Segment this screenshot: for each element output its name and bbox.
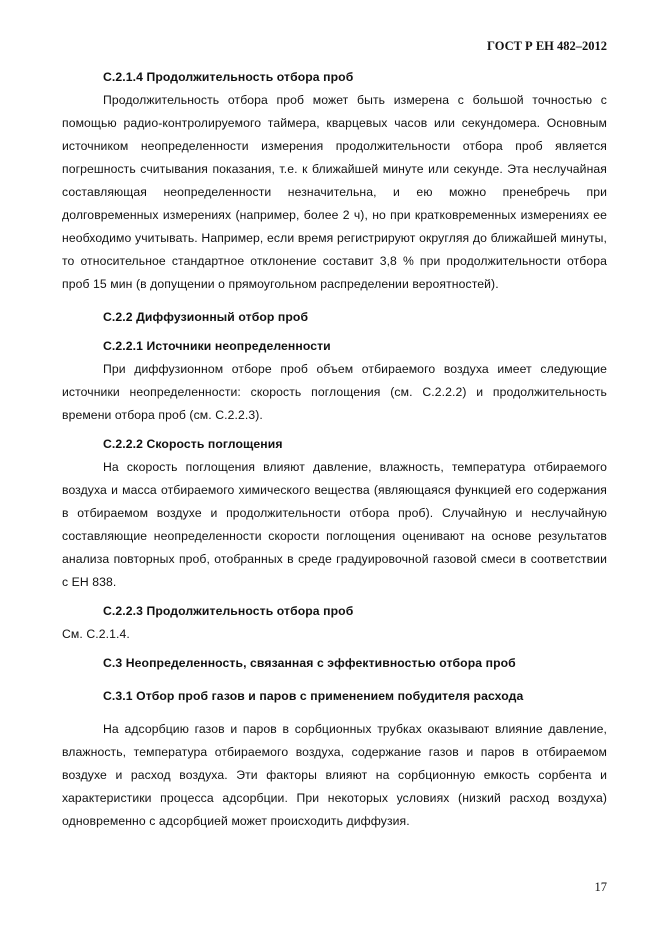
section-heading-c214: С.2.1.4 Продолжительность отбора проб bbox=[103, 70, 354, 84]
paragraph-c214: Продолжительность отбора проб может быть измерена с большой точностью с помощью радио-контролируемого таймера, кварцевых часов или секундомера. Основным источником неопределенности измерения продолжительности отбора проб является погрешность считывания показания, т.е. к ближайшей минуте или секунде. Эта неслучайная составляющая неопределенности незначительна, и ею можно пренебречь при долговременных измерениях (например, более 2 ч), но при кратковременных измерениях ее необходимо учитывать. Например, если время регистрируют округляя до ближайшей минуты, то относительное стандартное отклонение составит 3,8 % при продолжительности отбора проб 15 мин (в допущении о прямоугольном распределении вероятностей). bbox=[62, 93, 607, 291]
page-number: 17 bbox=[594, 880, 607, 894]
paragraph-c223: См. С.2.1.4. bbox=[62, 627, 130, 641]
standard-designation: ГОСТ Р ЕН 482–2012 bbox=[487, 39, 607, 53]
section-heading-c31: С.3.1 Отбор проб газов и паров с применением побудителя расхода bbox=[103, 689, 524, 703]
section-heading-c222: С.2.2.2 Скорость поглощения bbox=[103, 437, 283, 451]
paragraph-c31: На адсорбцию газов и паров в сорбционных трубках оказывают влияние давление, влажность, температура отбираемого воздуха, содержание газов и паров в отбираемом воздухе и расход воздуха. Эти факторы влияют на сорбционную емкость сорбента и характеристики процесса адсорбции. При некоторых условиях (низкий расход воздуха) одновременно с адсорбцией может происходить диффузия. bbox=[62, 722, 607, 828]
paragraph-c221: При диффузионном отборе проб объем отбираемого воздуха имеет следующие источники неопределенности: скорость поглощения (см. С.2.2.2) и продолжительность времени отбора проб (см. С.2.2.3). bbox=[62, 362, 607, 422]
section-heading-c22: С.2.2 Диффузионный отбор проб bbox=[103, 310, 309, 324]
section-heading-c3: С.3 Неопределенность, связанная с эффективностью отбора проб bbox=[103, 656, 516, 670]
document-body bbox=[62, 60, 607, 833]
section-heading-c221: С.2.2.1 Источники неопределенности bbox=[103, 339, 331, 353]
paragraph-c222: На скорость поглощения влияют давление, влажность, температура отбираемого воздуха и масса отбираемого химического вещества (являющаяся функцией его содержания в отбираемом воздухе и продолжительности отбора проб). Случайную и неслучайную составляющие неопределенности скорости поглощения оценивают на основе результатов анализа повторных проб, отобранных в среде градуировочной газовой смеси в соответствии с ЕН 838. bbox=[62, 460, 607, 589]
section-heading-c223: С.2.2.3 Продолжительность отбора проб bbox=[103, 604, 354, 618]
